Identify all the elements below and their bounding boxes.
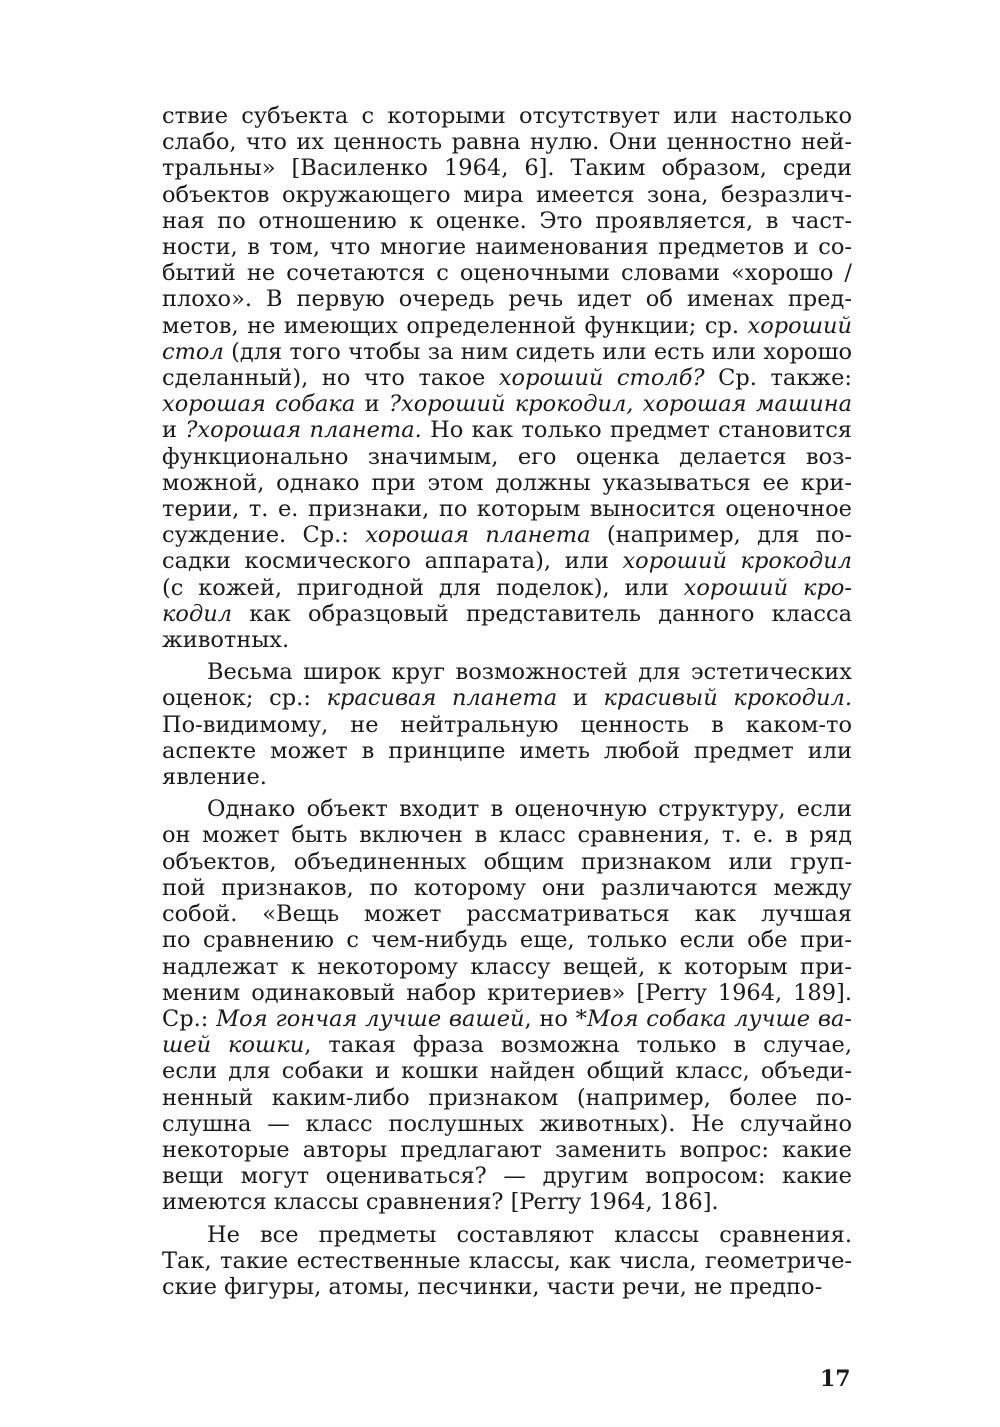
text-run: можной, однако при этом должны указываться ее кри- [162,469,852,496]
text-run: по сравнению с чем-нибудь еще, только если обе при- [162,927,852,954]
text-run: метов, не имеющих определенной функции; ср. [162,312,748,339]
italic-example: хороший [747,312,852,339]
text-run: некоторые авторы предлагают заменить вопрос: какие [162,1136,852,1163]
text-line [162,548,852,574]
text-run: сделанный), но что такое [162,365,499,392]
italic-example: стол [162,338,224,365]
text-run: (например, для по- [590,522,852,549]
text-run: объектов окружающего мира имеется зона, безразлич- [162,181,852,208]
text-line [162,313,852,339]
text-run: ствие субъекта с которыми отсутствует или настолько [162,103,852,129]
text-line [162,712,852,738]
text-run: терии, т. е. признаки, по которым выносится оценочное [162,496,852,523]
text-run: и [557,685,604,712]
text-run: объектов, объединенных общим признаком или груп- [162,848,852,875]
text-line [162,1006,852,1032]
paragraph [162,796,852,1215]
page-body-text [162,103,852,1300]
text-run: как образцовый представитель данного класса [232,600,852,627]
text-run: суждение. Ср.: [162,522,366,549]
italic-example: красивый крокодил. [603,685,852,712]
text-line [162,927,852,953]
italic-example: шей кошки [162,1032,305,1059]
text-run: собой. «Вещь может рассматриваться как лучшая [162,901,852,928]
text-run: если для собаки и кошки найден общий класс, объеди- [162,1058,852,1085]
text-run: бытий не сочетаются с оценочными словами «хорошо / [162,260,852,287]
text-line [162,1137,852,1163]
text-line [162,182,852,208]
text-line [162,234,852,260]
text-run: ские фигуры, атомы, песчинки, части речи, не предпо- [162,1273,823,1300]
text-line [162,901,852,927]
text-run: ности, в том, что многие наименования предметов и со- [162,234,852,261]
text-line [162,738,852,764]
text-line [162,954,852,980]
text-run: надлежат к некоторому классу вещей, к которым при- [162,953,852,980]
italic-example: Моя собака лучше ва- [586,1005,852,1032]
text-run: явление. [162,764,267,791]
text-run: животных. [162,627,290,654]
text-line [162,444,852,470]
text-line [162,659,852,685]
text-run: аспекте может в принципе иметь любой предмет или [162,737,852,764]
italic-example: хороший крокодил [622,548,853,575]
text-line [162,1058,852,1084]
text-line [162,1163,852,1189]
text-run: (с кожей, пригодной для поделок), или [162,574,684,601]
text-run: Так, такие естественные классы, как числа, геометриче- [162,1247,852,1274]
text-line [162,470,852,496]
text-run: ная по отношению к оценке. Это проявляется, в част- [162,207,852,234]
text-line [162,155,852,181]
italic-example: ?хорошая планета. [185,417,422,444]
text-line [162,1274,852,1300]
text-run: ненный каким-либо признаком (например, более по- [162,1084,852,1111]
text-line [162,365,852,391]
text-run: (для того чтобы за ним сидеть или есть или хорошо [223,338,852,365]
text-line [162,103,852,129]
text-line [162,1032,852,1058]
paragraph [162,1222,852,1301]
text-line [162,1111,852,1137]
paragraph [162,103,852,653]
text-line [162,575,852,601]
text-line [162,129,852,155]
text-run: Но как только предмет становится [421,417,853,444]
text-run: оценок; ср.: [162,685,327,712]
text-run: Однако объект входит в оценочную структуру, если [207,796,852,823]
italic-example: хороший столб? [498,365,705,392]
paragraph [162,659,852,790]
italic-example: кодил [162,600,233,627]
text-run: Ср.: [162,1005,217,1032]
text-run: меним одинаковый набор критериев» [Perry 1964, 189]. [162,979,852,1006]
text-run: он может быть включен в класс сравнения, т. е. в ряд [162,822,852,849]
text-run: и [355,391,389,418]
text-line [162,208,852,234]
text-line [162,496,852,522]
text-run: Не все предметы составляют классы сравнения. [207,1221,852,1248]
text-line [162,980,852,1006]
text-line [162,1085,852,1111]
text-line [162,849,852,875]
text-run: тральны» [Василенко 1964, 6]. Таким образом, среди [162,155,852,182]
text-run: Весьма широк круг возможностей для эстетических [207,659,852,686]
text-line [162,260,852,286]
italic-example: Моя гончая лучше вашей [216,1005,525,1032]
text-line [162,1222,852,1248]
text-line [162,796,852,822]
text-line [162,764,852,790]
text-run: плохо». В первую очередь речь идет об именах пред- [162,286,852,313]
italic-example: хороший кро- [683,574,852,601]
text-run: пой признаков, по которому они различаются между [162,874,852,901]
text-run: и [162,417,186,444]
text-line [162,522,852,548]
text-run: , но * [524,1005,587,1032]
text-line [162,286,852,312]
text-run: По-видимому, не нейтральную ценность в каком-то [162,711,852,738]
text-line [162,391,852,417]
text-line [162,417,852,443]
text-line [162,339,852,365]
text-run: слушна — класс послушных животных). Не случайно [162,1110,852,1137]
page-number: 17 [820,1366,851,1392]
text-line [162,627,852,653]
italic-example: ?хороший крокодил, хорошая машина [388,391,852,418]
text-run: садки космического аппарата), или [162,548,623,575]
text-line [162,685,852,711]
text-run: Ср. также: [704,365,852,392]
text-line [162,1189,852,1215]
italic-example: хорошая планета [365,522,591,549]
text-line [162,601,852,627]
text-run: функционально значимым, его оценка делается воз- [162,443,852,470]
text-line [162,822,852,848]
italic-example: красивая планета [326,685,558,712]
text-run: слабо, что их ценность равна нулю. Они ценностно ней- [162,129,852,156]
text-line [162,1248,852,1274]
text-run: имеются классы сравнения? [Perry 1964, 186]. [162,1189,719,1216]
text-run: вещи могут оцениваться? — другим вопросом: какие [162,1163,852,1190]
text-run: , такая фраза возможна только в случае, [304,1032,852,1059]
text-line [162,875,852,901]
italic-example: хорошая собака [162,391,356,418]
